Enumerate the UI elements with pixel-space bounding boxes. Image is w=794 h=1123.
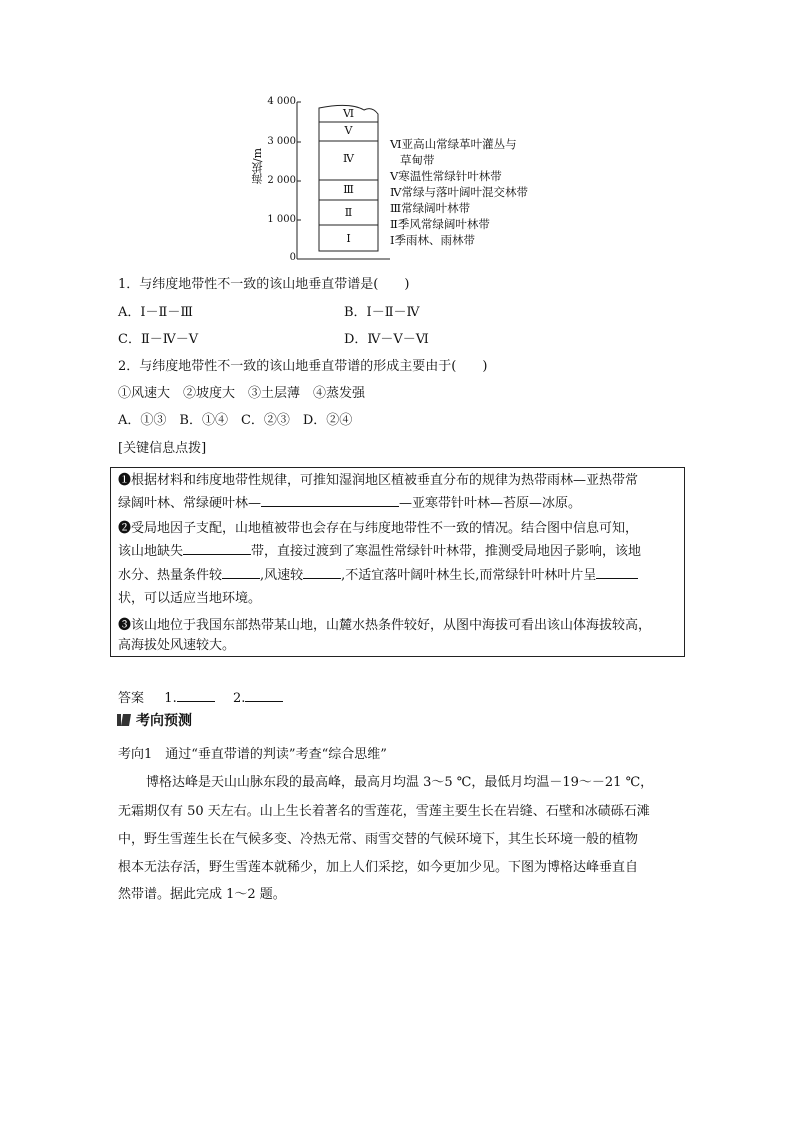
section-title: 考向预测 <box>136 713 192 729</box>
box-paragraph-2-line-3 <box>118 564 638 587</box>
legend-item: Ⅵ亚高山常绿革叶灌丛与 <box>390 137 517 151</box>
section-body-line-3: 中，野生雪莲生长在气候多变、冷热无常、雨雪交替的气候环境下，其生长环境一般的植物 <box>118 832 639 847</box>
legend-item: Ⅰ季雨林、雨林带 <box>390 233 476 247</box>
section-body-line-5: 然带谱。据此完成 1～2 题。 <box>118 887 286 902</box>
y-tick: 1 000 <box>267 214 296 225</box>
y-tick: 0 <box>289 252 296 263</box>
zone-label: Ⅱ <box>344 206 353 219</box>
answer-2-label: 2. <box>232 691 246 706</box>
q2-options: A．①③ B．①④ C．②③ D．②④ <box>118 413 353 428</box>
text-span: 绿阔叶林、常绿硬叶林— <box>118 496 262 511</box>
legend-item: 草甸带 <box>400 153 435 167</box>
answer-1-blank[interactable] <box>177 687 215 702</box>
q1-option-a: A．Ⅰ－Ⅱ－Ⅲ <box>118 305 193 320</box>
y-axis-label: 海拔/m <box>251 148 264 185</box>
answer-1-label: 1. <box>164 691 177 706</box>
question-2-stem: 2．与纬度地带性不一致的该山地垂直带谱的形成主要由于( ) <box>118 359 488 374</box>
answer-2-blank[interactable] <box>245 687 283 702</box>
fill-blank[interactable] <box>222 564 260 579</box>
text-span: 带，直接过渡到了寒温性常绿针叶林带，推测受局地因子影响，该地 <box>251 544 642 559</box>
zone-label: Ⅲ <box>343 183 354 196</box>
section-body-line-2: 无霜期仅有 50 天左右。山上生长着著名的雪莲花，雪莲主要生长在岩缝、石壁和冰碛砾石滩 <box>118 804 650 819</box>
section-marker-icon <box>117 713 131 727</box>
box-paragraph-3-line-1: ❸该山地位于我国东部热带某山地，山麓水热条件较好，从图中海拔可看出该山体海拔较高， <box>118 618 652 633</box>
q1-option-d: D．Ⅳ－Ⅴ－Ⅵ <box>344 332 429 347</box>
zone-label: Ⅳ <box>343 152 354 165</box>
question-1-stem: 1．与纬度地带性不一致的该山地垂直带谱是( ) <box>118 277 410 292</box>
zone-label: Ⅵ <box>342 107 355 120</box>
text-span: 该山地缺失 <box>118 544 184 559</box>
fill-blank[interactable] <box>303 564 341 579</box>
fill-blank[interactable] <box>183 540 251 555</box>
section-body-line-1: 博格达峰是天山山脉东段的最高峰，最高月均温 3～5 ℃，最低月均温－19～－21 ℃， <box>146 775 654 790</box>
section-subtitle: 考向1 通过“垂直带谱的判读”考查“综合思维” <box>118 747 387 762</box>
key-info-heading: [关键信息点拨] <box>118 441 207 456</box>
fill-blank[interactable] <box>596 564 638 579</box>
legend-item: Ⅳ常绿与落叶阔叶混交林带 <box>390 185 528 199</box>
legend-item: Ⅱ季风常绿阔叶林带 <box>390 217 490 231</box>
y-tick: 2 000 <box>267 175 296 186</box>
box-paragraph-2-line-2 <box>118 540 641 563</box>
answer-label: 答案 <box>118 691 145 706</box>
fill-blank[interactable] <box>261 492 399 507</box>
zone-label: Ⅴ <box>344 124 353 137</box>
y-tick: 4 000 <box>267 96 296 107</box>
y-tick: 3 000 <box>267 136 296 147</box>
box-paragraph-2-line-4: 状，可以适应当地环境。 <box>118 591 262 606</box>
section-body-line-4: 根本无法存活，野生雪莲本就稀少，加上人们采挖，如今更加少见。下图为博格达峰垂直自 <box>118 860 639 875</box>
text-span: ,风速较 <box>260 568 304 583</box>
q1-option-b: B．Ⅰ－Ⅱ－Ⅳ <box>344 305 420 320</box>
zone-label: Ⅰ <box>346 232 351 245</box>
box-paragraph-3-line-2: 高海拔处风速较大。 <box>118 638 236 653</box>
box-paragraph-1-line-2 <box>118 492 581 515</box>
box-paragraph-2-line-1: ❷受局地因子支配，山地植被带也会存在与纬度地带性不一致的情况。结合图中信息可知， <box>118 521 639 536</box>
answer-line <box>118 687 283 708</box>
text-span: 水分、热量条件较 <box>118 568 223 583</box>
legend-item: Ⅲ常绿阔叶林带 <box>390 201 471 215</box>
text-span: —亚寒带针叶林—苔原—冰原。 <box>399 496 582 511</box>
text-span: ,不适宜落叶阔叶林生长,而常绿针叶林叶片呈 <box>341 568 597 583</box>
legend-item: Ⅴ寒温性常绿针叶林带 <box>390 169 502 183</box>
q2-factors: ①风速大 ②坡度大 ③土层薄 ④蒸发强 <box>118 386 366 401</box>
box-paragraph-1-line-1: ❶根据材料和纬度地带性规律，可推知湿润地区植被垂直分布的规律为热带雨林—亚热带常 <box>118 473 639 488</box>
q1-option-c: C．Ⅱ－Ⅳ－Ⅴ <box>118 332 199 347</box>
